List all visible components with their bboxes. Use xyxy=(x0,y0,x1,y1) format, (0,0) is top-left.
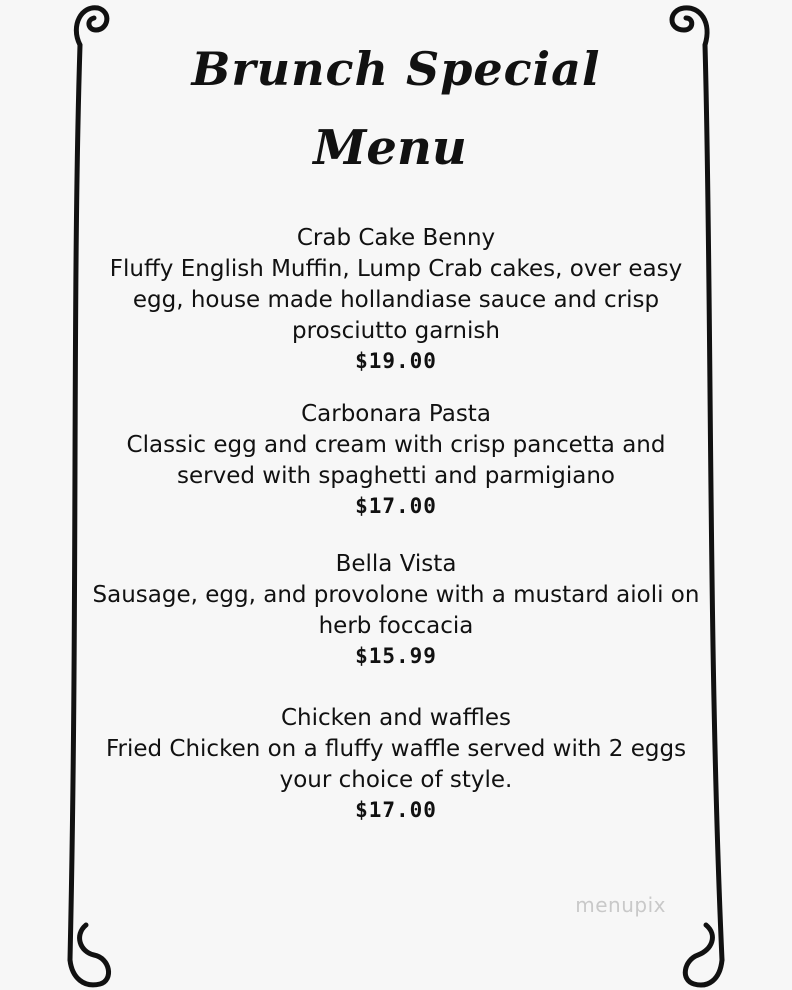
menu-subtitle: Menu xyxy=(313,120,467,176)
item-description: Fluffy English Muffin, Lump Crab cakes, over easy egg, house made hollandiase sauce and crisp prosciutto garnish xyxy=(109,256,683,344)
item-description: Classic egg and cream with crisp pancetta and served with spaghetti and parmigiano xyxy=(126,432,666,489)
item-price: $15.99 xyxy=(355,644,437,668)
item-name: Chicken and waffles xyxy=(280,705,512,731)
menu-item-bella-vista xyxy=(90,548,702,670)
item-description: Fried Chicken on a fluffy waffle served with 2 eggs your choice of style. xyxy=(105,736,687,793)
menu-item-carbonara-pasta xyxy=(90,398,702,520)
item-name: Carbonara Pasta xyxy=(301,401,491,427)
item-description: Sausage, egg, and provolone with a mustard aioli on herb foccacia xyxy=(92,582,700,639)
menu-item-chicken-and-waffles xyxy=(90,702,702,824)
item-price: $17.00 xyxy=(355,494,437,518)
item-price: $17.00 xyxy=(355,798,437,822)
menu-title: Brunch Special xyxy=(191,42,601,96)
item-name: Bella Vista xyxy=(335,551,457,577)
item-name: Crab Cake Benny xyxy=(296,225,496,251)
watermark: menupix xyxy=(575,893,666,917)
menu-item-crab-cake-benny xyxy=(90,222,702,375)
item-price: $19.00 xyxy=(355,349,437,373)
